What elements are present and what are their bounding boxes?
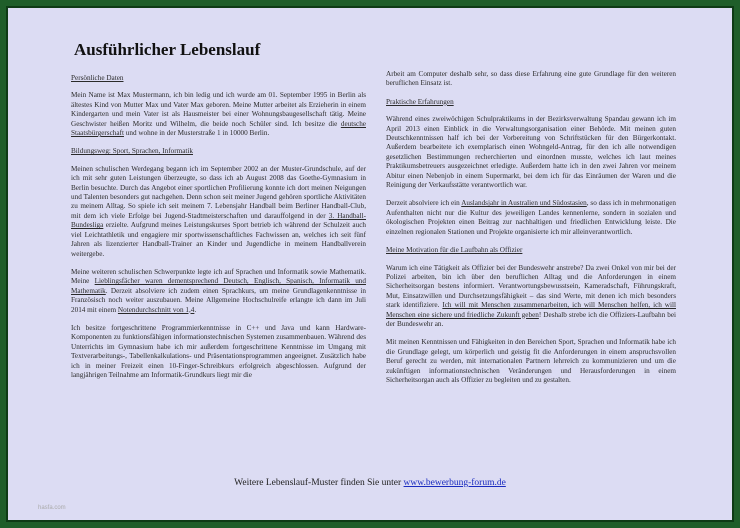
underlined-text: 3. Handball-Bundesliga xyxy=(71,211,366,230)
text: , so dass ich in mehrmonatigen Aufenthalten nicht nur die Kultur des jeweiligen Landes kennenlerne, sondern in sozialen und ökologischen Projekten einen Beitrag zur nachhaltigen und friedlichen Entwicklung leiste. Die einzelnen regionalen Stationen und Projekte organisierte ich mir alleinverantwortlich. xyxy=(386,199,677,236)
watermark: hasfa.com xyxy=(38,505,66,511)
document-title: Ausführlicher Lebenslauf xyxy=(74,40,261,59)
text: Derzeit absolviere ich ein xyxy=(386,199,462,208)
footer-note xyxy=(8,478,732,488)
paragraph-subjects xyxy=(71,268,366,315)
underlined-text: Notendurchschnitt von 1,4 xyxy=(117,305,195,314)
paragraph-continued: Arbeit am Computer deshalb sehr, so dass diese Erfahrung eine gute Grundlage für den weiteren beruflichen Einsatz ist. xyxy=(386,70,676,88)
section-heading-practical: Praktische Erfahrungen xyxy=(386,97,454,106)
text: Meinen schulischen Werdegang begann ich im September 2002 an der Muster-Grundschule, auf der ich mit sehr guten Leistungen überzeugte, so dass ich ab August 2008 das Goethe-Gymnasium in Berlin besuchte. Durch das Angebot einer sportlichen Profilierung konnte ich dort meinen Neigungen und Talenten besonders gut nachgehen. Denn schon seit meiner Jugend gehören sportliche Aktivitäten zu meinem Alltag. So spiele ich seit meinem 7. Lebensjahr Handball beim Berliner Handball-Club, mit dem ich viele Erfolge bei Jugend-Stadtmeisterschaften und darauffolgend in der xyxy=(71,164,366,220)
paragraph-abroad xyxy=(386,199,676,237)
section-heading-motivation: Meine Motivation für die Laufbahn als Offizier xyxy=(386,246,523,255)
paragraph-education xyxy=(71,165,366,259)
underlined-text: Auslandsjahr in Australien und Südostasien xyxy=(461,199,587,208)
text: Meine weiteren schulischen Schwerpunkte legte ich auf Sprachen und Informatik sowie Mathematik. Meine xyxy=(71,267,366,286)
document-page xyxy=(6,6,734,522)
text: erzielte. Aufgrund meines Leistungskurses Sport betrieb ich während der Schulzeit auch viel Leichtathletik und engagiere mir sportwissenschaftliches Fachwissen an, welches ich seit fünf Jahren als lizenzierter Handball-Trainer an Kinder und Jugendliche in meinem Handballverein weitergebe. xyxy=(71,221,366,258)
text: . Derzeit absolviere ich zudem einen Sprachkurs, um meine Grundlagenkenntnisse in Französisch noch weiter auszubauen. Meine Allgemeine Hochschulreife erlangte ich dann im Juli 2014 mit einem xyxy=(71,286,366,314)
left-column xyxy=(71,74,366,389)
underlined-text: Ich will mit Menschen zusammenarbeiten, ich will Menschen helfen, ich will Menschen eine sichere und friedliche Zukunft geben xyxy=(386,301,676,319)
section-heading-personal: Persönliche Daten xyxy=(71,74,124,82)
text: . xyxy=(194,305,197,314)
paragraph-practical: Während eines zweiwöchigen Schulpraktikums in der Bezirksverwaltung Spandau gewann ich im April 2013 einen Einblick in die Verwaltungsorganisation einer Behörde. Mit meinen guten Deutschkenntnissen half ich bei der Vorbereitung von Schriftstücken für den Bürgerkontakt. Außerdem bearbeitete ich exemplarisch einen Wohngeld-Antrag, für den ich alle notwendigen gesetzlichen Bestimmungen recherchierten und einordnen musste, welches ich laut meines Praktikumsbetreuers ausgezeichnet erledigte. Außerdem hatte ich in den zwei Jahren vor meinem Abitur einen Nebenjob in einem Supermarkt, bei dem ich für das Einräumen der Waren und die Reinigung der Verkaufsstätte verantwortlich war. xyxy=(386,115,676,190)
underlined-text: deutsche Staatsbürgerschaft xyxy=(71,119,366,138)
right-column xyxy=(386,70,676,394)
paragraph-personal xyxy=(71,91,366,138)
text: und wohne in der Musterstraße 1 in 10000 Berlin. xyxy=(123,129,270,138)
section-heading-education: Bildungsweg: Sport, Sprachen, Informatik xyxy=(71,147,193,156)
text: Mein Name ist Max Mustermann, ich bin ledig und ich wurde am 01. September 1995 in Berlin als ältestes Kind von Mutter Max und Vater Max geboren. Meine Mutter arbeitet als Erzieherin in einem Kindergarten und mein Vater ist als Hausmeister bei einer Wohnungsbaugesellschaft tätig. Meine Geschwister heißen Moritz und Wilhelm, die beide noch Schüler sind. Ich besitze die xyxy=(71,91,366,128)
footer-link[interactable]: www.bewerbung-forum.de xyxy=(403,478,506,488)
paragraph-motivation xyxy=(386,264,676,330)
paragraph-closing: Mit meinen Kenntnissen und Fähigkeiten in den Bereichen Sport, Sprachen und Informatik habe ich die Grundlage gelegt, um körperlich und geistig fit die Anforderungen in einem anspruchsvollen Beruf gerecht zu werden, mit internationalen Partnern lehrreich zu kommunizieren und um die zukünftigen informationstechnischen Veränderungen und Herausforderungen in einem Sicherheitsorgan auch als Offizier zu begleiten und zu gestalten. xyxy=(386,338,676,384)
underlined-text: Lieblingsfächer waren dementsprechend Deutsch, Englisch, Spanisch, Informatik und Mathematik xyxy=(71,277,366,295)
footer-text: Weitere Lebenslauf-Muster finden Sie unter xyxy=(234,478,404,488)
text: Warum ich eine Tätigkeit als Offizier bei der Bundeswehr anstrebe? Da zwei Onkel von mir bei der Polizei arbeiten, bin ich über den beruflichen Alltag und die Anforderungen in einem Sicherheitsorgan bestens informiert. Verantwortungsbewusstsein, Kameradschaft, Führungskraft, Mut, Einsatzwillen und Durchsetzungsfähigkeit – das sind Werte, mit denen ich mich besonders stark identifiziere. xyxy=(386,263,676,310)
paragraph-it-skills: Ich besitze fortgeschrittene Programmierkenntnisse in C++ und Java und kann Hardware-Komponenten zu funktionsfähigen informationstechnischen Systemen zusammenbauen. Während des Unterrichts im Gymnasium habe ich mir außerdem fortgeschrittene Kenntnisse im Umgang mit Textverarbeitungs-, Tabellenkalkulations- und Präsentationsprogrammen angeeignet. Zusätzlich habe ich in meiner Freizeit einen 10-Finger-Schreibkurs erfolgreich abgeschlossen. Aufgrund der langjährigen Teilnahme am Informatik-Grundkurs liegt mir die xyxy=(71,323,366,379)
text: ! Deshalb strebe ich die Offiziers-Laufbahn bei der Bundeswehr an. xyxy=(386,310,677,328)
